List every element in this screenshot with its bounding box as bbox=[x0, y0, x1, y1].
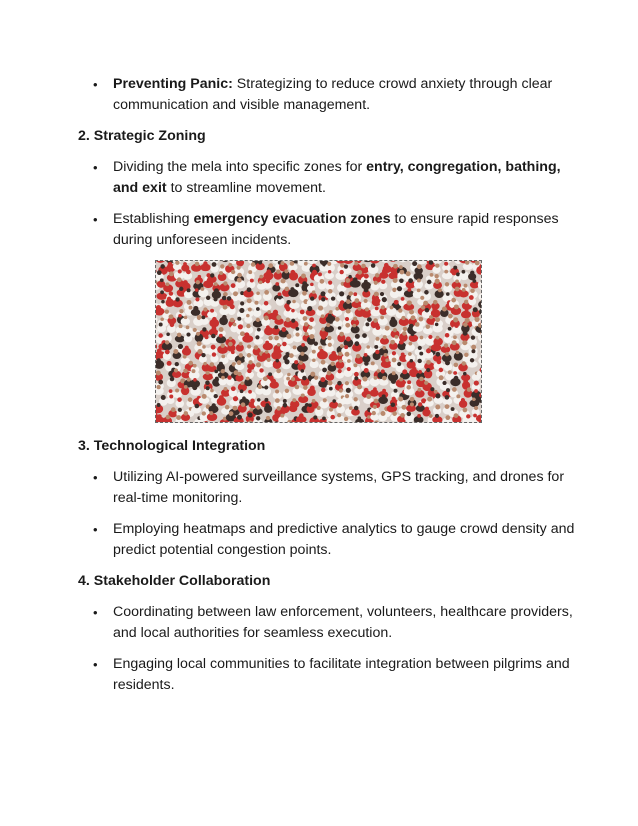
bullet-text: to streamline movement. bbox=[166, 180, 326, 196]
bullet-dot: • bbox=[93, 657, 98, 672]
bullet-dot: • bbox=[93, 160, 98, 175]
bullet-evacuation-zones bbox=[93, 209, 583, 251]
bullet-dot: • bbox=[93, 605, 98, 620]
heading-technological-integration: 3. Technological Integration bbox=[78, 438, 266, 454]
bullet-ai-surveillance bbox=[93, 467, 583, 509]
bullet-dot: • bbox=[93, 77, 98, 92]
bullet-pre: Dividing the mela into specific zones for bbox=[113, 159, 367, 175]
heading-stakeholder-collaboration: 4. Stakeholder Collaboration bbox=[78, 573, 271, 589]
bullet-local-communities bbox=[93, 654, 583, 696]
bullet-heatmaps bbox=[93, 519, 583, 561]
bullet-dot: • bbox=[93, 522, 98, 537]
bullet-text: Strategizing to reduce crowd anxiety through clear communication and visible management. bbox=[113, 76, 553, 113]
bullet-coordinating bbox=[93, 602, 583, 644]
crowd-photo bbox=[155, 260, 482, 423]
bullet-dot: • bbox=[93, 470, 98, 485]
bullet-text: to ensure rapid responses during unforeseen incidents. bbox=[113, 211, 559, 248]
bullet-bold: entry, congregation, bathing, and exit bbox=[113, 159, 561, 196]
heading-strategic-zoning: 2. Strategic Zoning bbox=[78, 128, 206, 144]
bullet-preventing-panic bbox=[93, 74, 583, 116]
bullet-text: Utilizing AI-powered surveillance systems, GPS tracking, and drones for real-time monitoring. bbox=[113, 469, 565, 506]
bullet-dividing-zones bbox=[93, 157, 583, 199]
bullet-pre: Establishing bbox=[113, 211, 194, 227]
bullet-dot: • bbox=[93, 212, 98, 227]
bullet-text: Employing heatmaps and predictive analytics to gauge crowd density and predict potential congestion points. bbox=[113, 521, 575, 558]
crowd-image bbox=[156, 261, 481, 422]
bullet-text: Coordinating between law enforcement, volunteers, healthcare providers, and local authorities for seamless execution. bbox=[113, 604, 573, 641]
bullet-bold: Preventing Panic: bbox=[113, 76, 233, 92]
bullet-bold: emergency evacuation zones bbox=[193, 211, 391, 227]
bullet-text: Engaging local communities to facilitate integration between pilgrims and residents. bbox=[113, 656, 570, 693]
